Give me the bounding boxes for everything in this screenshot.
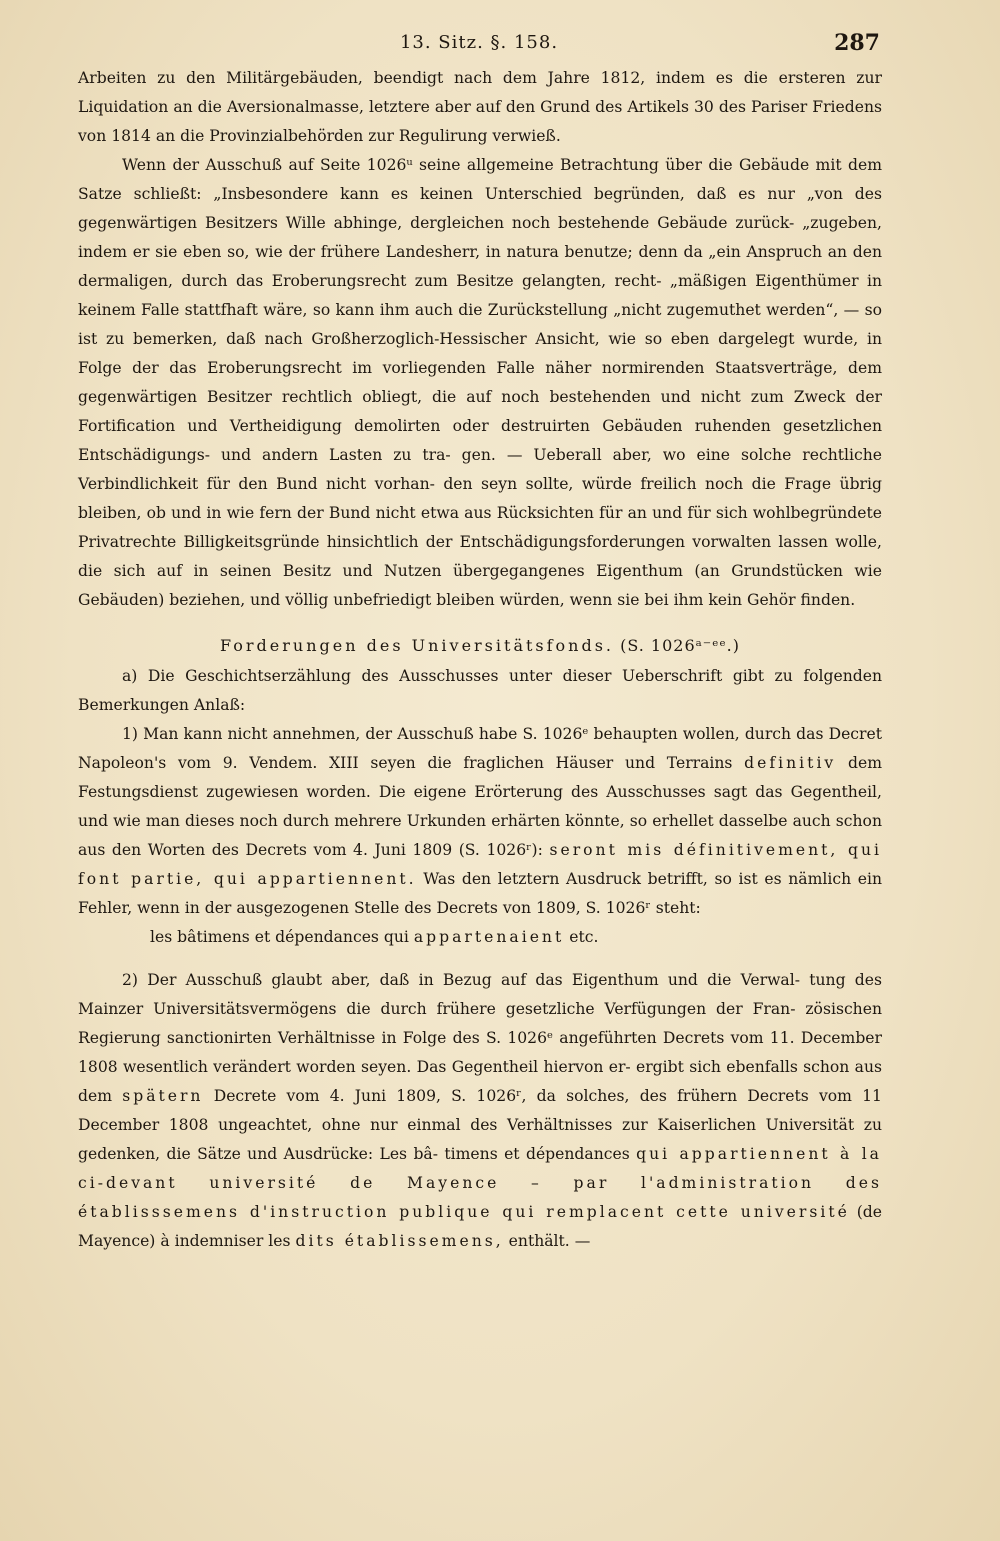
- quote-spaced: appartenaient: [413, 928, 565, 946]
- quote-text-a: les bâtimens et dépendances qui: [150, 928, 409, 946]
- quote-text-b: etc.: [569, 928, 599, 946]
- paragraph-2-text-b: Decrete vom 4. Juni 1809, S. 1026ʳ, da solches, des frühern Decrets vom 11 December 1808 ungeachtet, ohne nur einmal des Verhältnisses zur Kaiserlichen Universität zu gedenken, die Sätze und Ausdrücke: Les bâ- timens et dépendances: [78, 1087, 882, 1163]
- paragraph-ausschuss: Wenn der Ausschuß auf Seite 1026ᵘ seine allgemeine Betrachtung über die Gebäude mit dem Satze schließt: „Insbesondere kann es keinen Unterschied begründen, daß es nur „von des gegenwärtigen Besitzers Wille abhinge, dergleichen noch bestehende Gebäude zurück- „zugeben, indem er sie eben so, wie der frühere Landesherr, in natura benutze; denn da „ein Anspruch an den dermaligen, durch das Eroberungsrecht zum Besitze gelangten, recht- „mäßigen Eigenthümer in keinem Falle stattfhaft wäre, so kann ihm auch die Zurückstellung „nicht zugemuthet werden“, — so ist zu bemerken, daß nach Großherzoglich-Hessischer Ansicht, wie so eben dargelegt wurde, in Folge der das Eroberungsrecht im vorliegenden Falle näher normirenden Staatsverträge, dem gegenwärtigen Besitzer rechtlich obliegt, die auf noch bestehenden und nicht zum Zweck der Fortification und Vertheidigung demolirten oder destruirten Gebäuden ruhenden gesetzlichen Entschädigungs- und andern Lasten zu tra- gen. — Ueberall aber, wo eine solche rechtliche Verbindlichkeit für den Bund nicht vorhan- den seyn sollte, würde freilich noch die Frage übrig bleiben, ob und in wie fern der Bund nicht etwa aus Rücksichten für an und für sich wohlbegründete Privatrechte Billigkeitsgründe hinsichtlich der Entschädigungsforderungen vorwalten lassen wolle, die sich auf in seinen Besitz und Nutzen übergegangenes Eigenthum (an Grundstücken wie Gebäuden) beziehen, und völlig unbefriedigt bleiben würden, wenn sie bei ihm kein Gehör finden.: [78, 156, 882, 609]
- paragraph-1-french: seront mis définitivement, qui font partie, qui appartiennent.: [78, 841, 882, 888]
- paragraph-2-french: qui appartiennent à la ci-devant université de Mayence – par l'administration des établisssemens d'instruction publique qui remplacent cette université: [78, 1145, 882, 1221]
- paragraph-1: [78, 720, 882, 923]
- paragraph-2-french2: dits établissemens,: [295, 1232, 504, 1250]
- paragraph-2: [78, 966, 882, 1256]
- section-heading: [78, 631, 882, 660]
- running-head: 13. Sitz. §. 158.: [399, 32, 559, 53]
- paragraph-1-text-a: 1) Man kann nicht annehmen, der Ausschuß habe S. 1026ᵉ behaupten wollen, durch das Decret Napoleon's vom 9. Vendem. XIII seyen die fraglichen Häuser und Terrains: [78, 725, 882, 772]
- paragraph-continuation: Arbeiten zu den Militärgebäuden, beendigt nach dem Jahre 1812, indem es die ersteren zur Liquidation an die Aversionalmasse, letztere aber auf den Grund des Artikels 30 des Pariser Friedens von 1814 an die Provinzialbehörden zur Regulirung verwieß.: [78, 69, 882, 145]
- page-header: [78, 30, 880, 60]
- quote-line: [78, 923, 882, 952]
- paragraph-2-text-d: enthält. —: [508, 1232, 591, 1250]
- paragraph-1-definitiv: definitiv: [744, 754, 837, 772]
- section-heading-title: Forderungen des Universitätsfonds.: [220, 636, 615, 655]
- paragraph-2-spaeteren: spätern: [122, 1087, 204, 1105]
- paragraph-1-text-c: Was den letztern Ausdruck betrifft, so ist es nämlich ein Fehler, wenn in der ausgezogenen Stelle des Decrets von 1809, S. 1026ʳ steht:: [78, 870, 882, 917]
- paragraph-2-text-a: 2) Der Ausschuß glaubt aber, daß in Bezug auf das Eigenthum und die Verwal- tung des Mainzer Universitätsvermögens die durch frühere gesetzliche Verfügungen der Fran- zösischen Regierung sanctionirten Verhältnisse in Folge des S. 1026ᵉ angeführten Decrets vom 11. December 1808 wesentlich verändert worden seyen. Das Gegentheil hiervon er- ergibt sich ebenfalls schon aus dem: [78, 971, 882, 1105]
- paragraph-a: a) Die Geschichtserzählung des Ausschusses unter dieser Ueberschrift gibt zu folgenden Bemerkungen Anlaß:: [78, 667, 882, 714]
- body-text: [78, 64, 882, 1256]
- paragraph-1-text-b: dem Festungsdienst zugewiesen worden. Die eigene Erörterung des Ausschusses sagt das Gegentheil, und wie man dieses noch durch mehrere Urkunden erhärten könnte, so erhellet dasselbe auch schon aus den Worten des Decrets vom 4. Juni 1809 (S. 1026ʳ):: [78, 754, 882, 859]
- page-number: 287: [834, 30, 880, 56]
- section-heading-ref: (S. 1026ᵃ⁻ᵉᵉ.): [620, 636, 740, 655]
- paragraph-2-text-c: (de Mayence) à indemniser les: [78, 1203, 883, 1250]
